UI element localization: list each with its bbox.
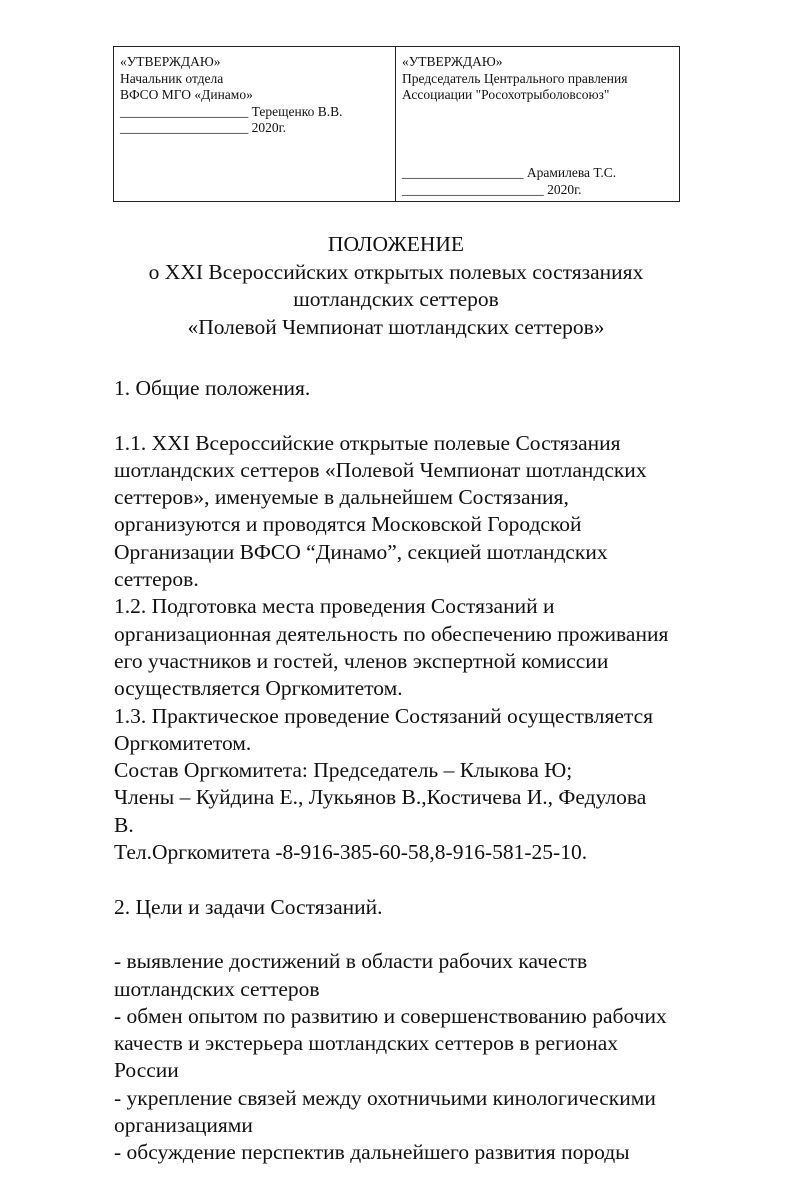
text-line: 1.2. Подготовка места проведения Состязаний и bbox=[114, 594, 555, 619]
paragraph-1-2 bbox=[114, 593, 754, 702]
text-line: 1.3. Практическое проведение Состязаний осуществляется bbox=[114, 703, 654, 728]
list-item: качеств и экстерьера шотландских сеттеров в регионах bbox=[114, 1031, 619, 1056]
approval-right-organization: Ассоциации "Росохотрыболовсоюз" bbox=[402, 87, 610, 102]
list-item: - обсуждение перспектив дальнейшего развития породы bbox=[114, 1140, 630, 1165]
list-item: - укрепление связей между охотничьими кинологическими bbox=[114, 1085, 656, 1110]
approval-right-position: Председатель Центрального правления bbox=[402, 70, 628, 86]
paragraph-gap bbox=[114, 866, 754, 893]
text-line: сеттеров», именуемые в дальнейшем Состязания, bbox=[114, 485, 569, 510]
approval-right-cell bbox=[396, 47, 679, 201]
list-item: шотландских сеттеров bbox=[114, 976, 320, 1001]
text-line: Организации ВФСО “Динамо”, секцией шотландских bbox=[114, 539, 608, 564]
approval-right-signature-block bbox=[402, 165, 616, 198]
title-line: ПОЛОЖЕНИЕ bbox=[327, 232, 465, 256]
list-item: организациями bbox=[114, 1113, 253, 1138]
document-title bbox=[0, 231, 792, 341]
paragraph-1-3 bbox=[114, 703, 754, 758]
committee-block bbox=[114, 757, 754, 866]
list-item: - обмен опытом по развитию и совершенствованию рабочих bbox=[114, 1003, 667, 1028]
paragraph-1-1 bbox=[114, 430, 754, 594]
approval-left-cell bbox=[114, 47, 396, 201]
committee-phone: Тел.Оргкомитета -8-916-385-60-58,8-916-581-25-10. bbox=[114, 840, 588, 865]
text-line: В. bbox=[114, 812, 134, 837]
approval-left-signature-block bbox=[120, 104, 389, 137]
list-item: - выявление достижений в области рабочих качеств bbox=[114, 949, 588, 974]
text-line: Оргкомитетом. bbox=[114, 730, 252, 755]
section-2-heading: 2. Цели и задачи Состязаний. bbox=[114, 894, 383, 919]
approval-right-date-line: _____________________ 2020г. bbox=[402, 181, 582, 197]
approval-left-organization: ВФСО МГО «Динамо» bbox=[120, 87, 253, 102]
title-line: о XXI Всероссийских открытых полевых состязаниях bbox=[148, 259, 644, 284]
paragraph-gap bbox=[114, 921, 754, 948]
approval-left-position: Начальник отдела bbox=[120, 70, 224, 86]
section-1-heading: 1. Общие положения. bbox=[114, 376, 311, 400]
approval-left-date-line: ___________________ 2020г. bbox=[120, 120, 287, 135]
approval-left-heading: «УТВЕРЖДАЮ» bbox=[120, 54, 221, 69]
document-body bbox=[114, 375, 754, 1167]
text-line: шотландских сеттеров «Полевой Чемпионат шотландских bbox=[114, 457, 647, 482]
text-line: организуются и проводятся Московской Городской bbox=[114, 512, 582, 537]
goals-list bbox=[114, 948, 754, 1166]
list-item: России bbox=[114, 1058, 179, 1083]
text-line: сеттеров. bbox=[114, 567, 199, 592]
approval-right-signature-line: __________________ Арамилева Т.С. bbox=[402, 165, 617, 180]
title-line: шотландских сеттеров bbox=[293, 287, 499, 311]
text-line: его участников и гостей, членов экспертной комиссии bbox=[114, 648, 609, 673]
title-line: «Полевой Чемпионат шотландских сеттеров» bbox=[187, 314, 605, 339]
text-line: организационная деятельность по обеспечению проживания bbox=[114, 621, 669, 646]
approval-table bbox=[113, 46, 680, 202]
paragraph-gap bbox=[114, 402, 754, 429]
text-line: Члены – Куйдина Е., Лукьянов В.,Костичева И., Федулова bbox=[114, 785, 647, 810]
text-line: 1.1. XXI Всероссийские открытые полевые Состязания bbox=[114, 430, 621, 455]
approval-left-signature-line: ___________________ Терещенко В.В. bbox=[120, 103, 343, 119]
text-line: осуществляется Оргкомитетом. bbox=[114, 676, 403, 701]
approval-right-heading: «УТВЕРЖДАЮ» bbox=[402, 54, 503, 69]
text-line: Состав Оргкомитета: Председатель – Клыкова Ю; bbox=[114, 758, 573, 783]
